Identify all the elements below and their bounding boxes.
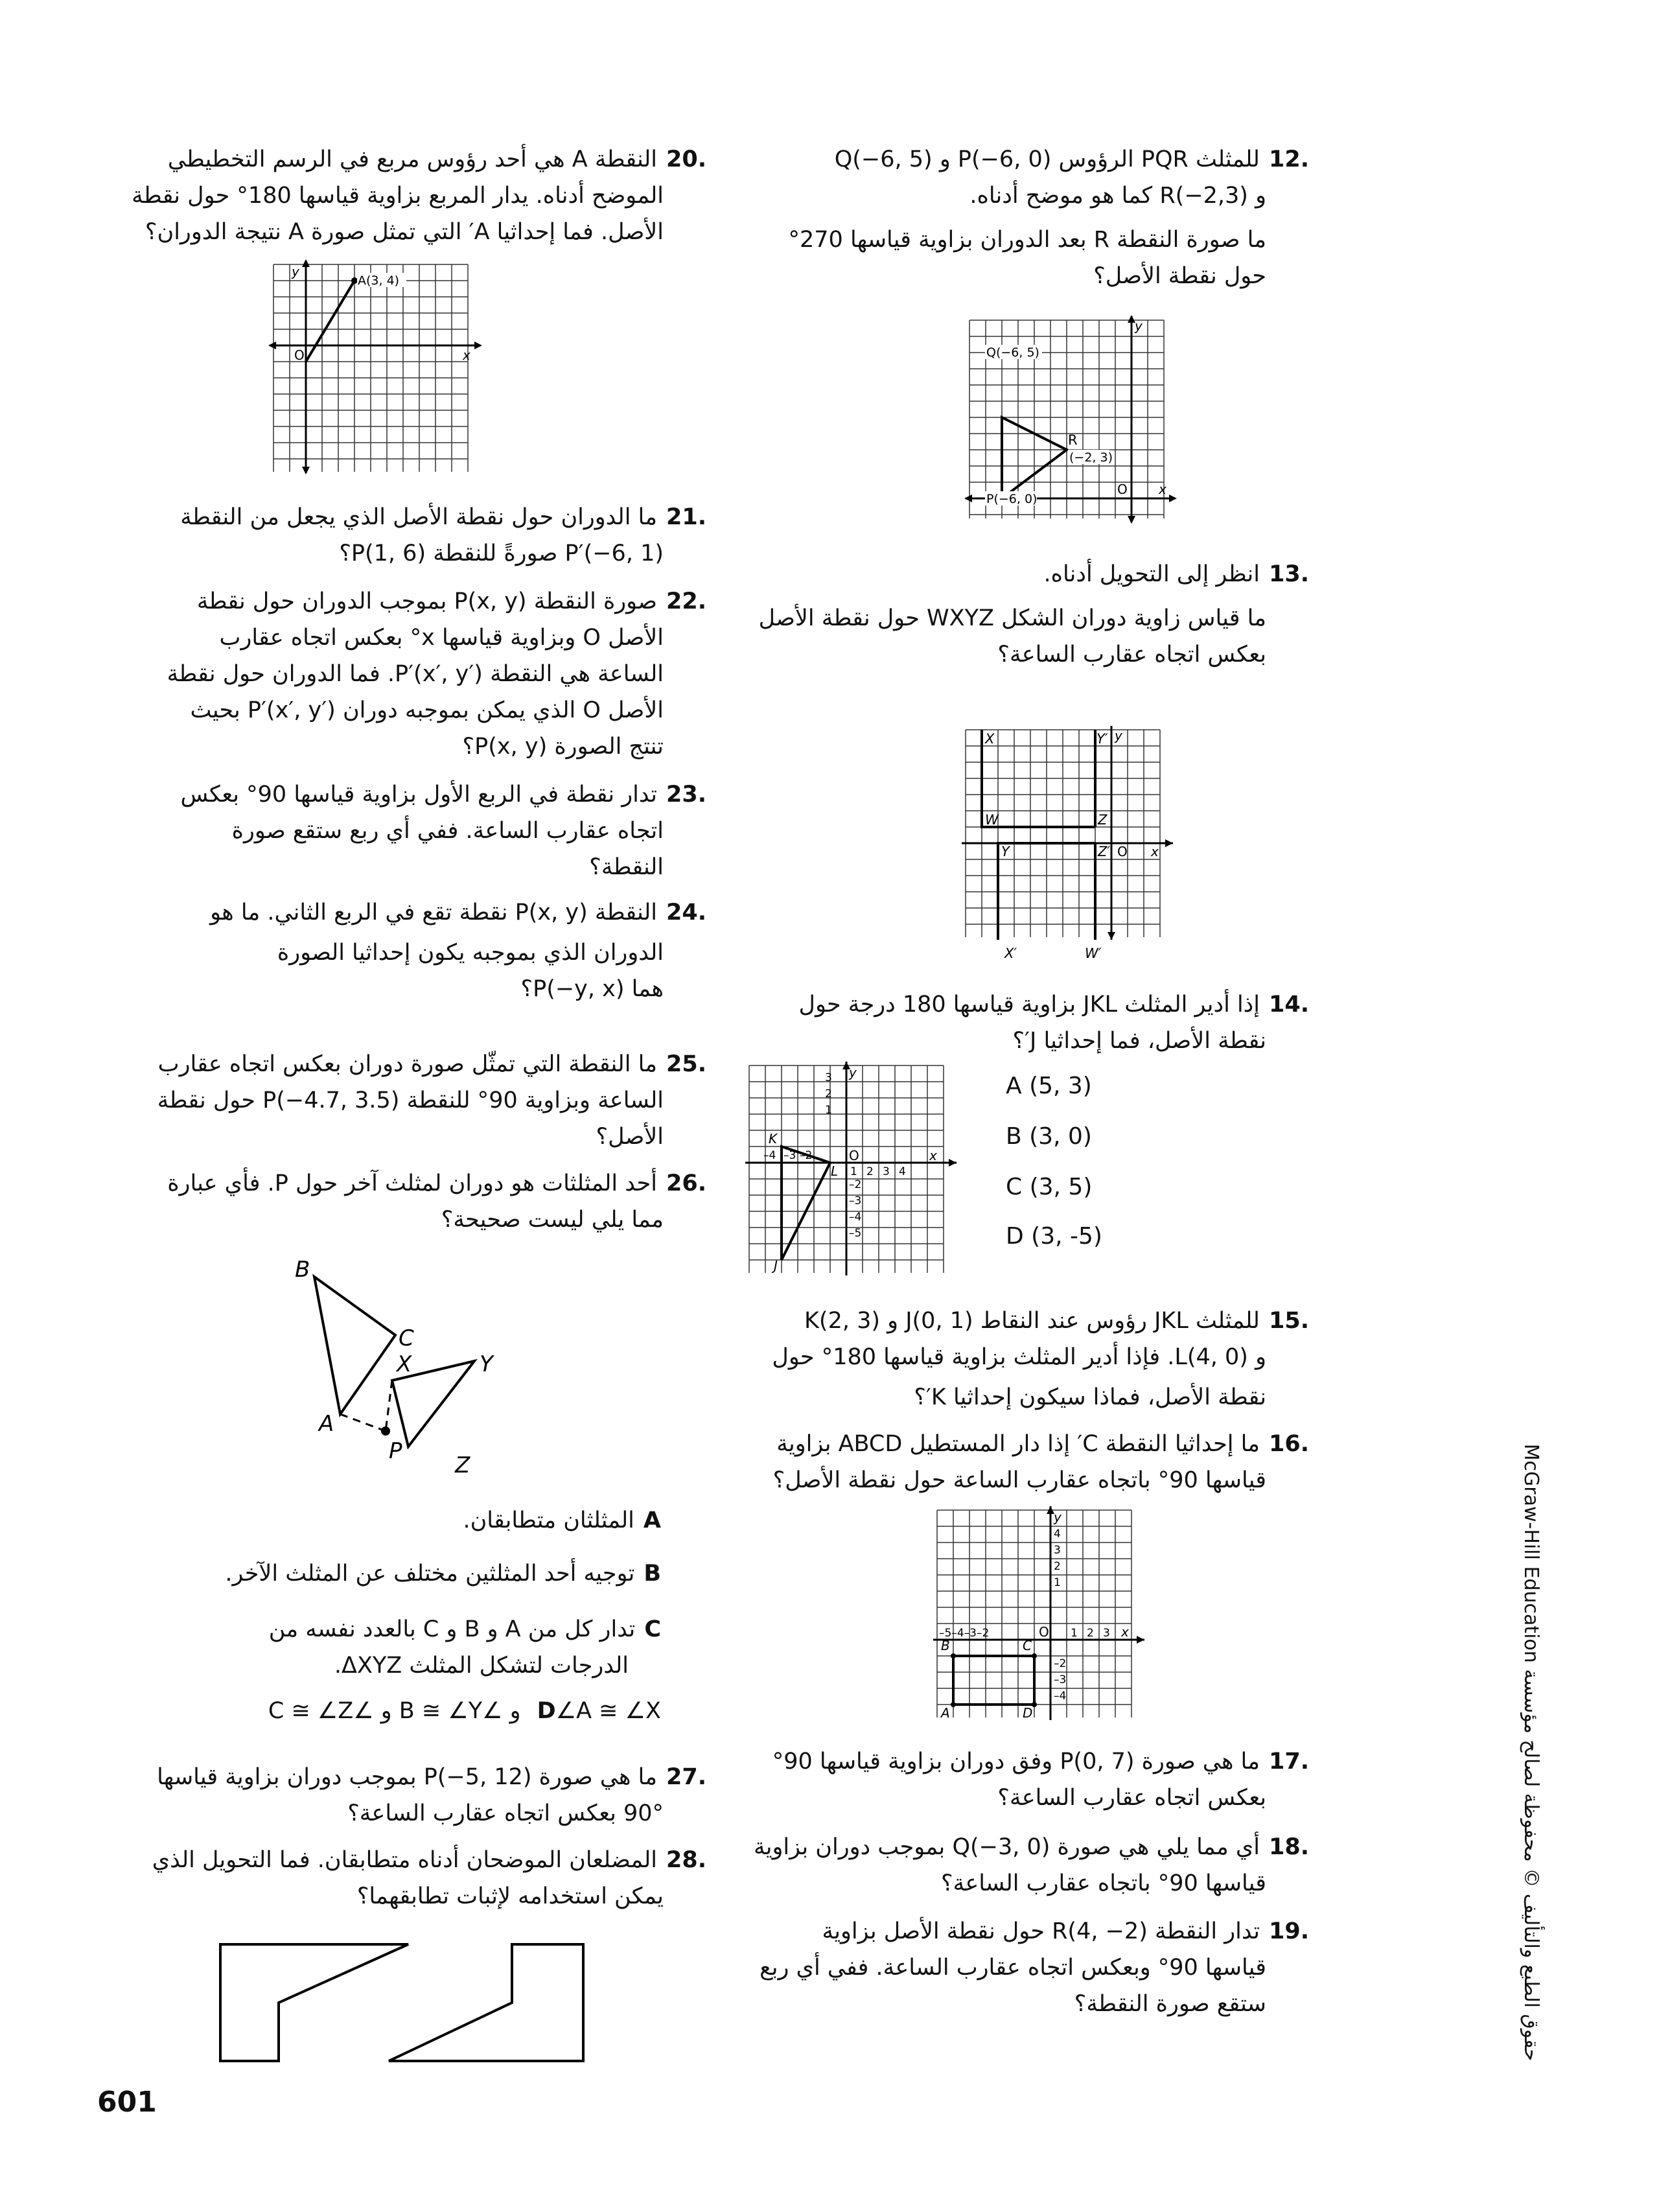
svg-text:1: 1 <box>1071 1627 1078 1640</box>
svg-text:O: O <box>1039 1624 1049 1640</box>
question-number: .22 <box>666 588 706 614</box>
q20-coordinate-graph <box>268 259 482 474</box>
page-number: 601 <box>97 2086 157 2119</box>
question-12: .12للمثلث PQR الرؤوس P(−6, 0) و Q(−6, 5) و R(−2,3) كما هو موضح أدناه. ما صورة النقطة R بعد الدوران بزاوية قياسها 270° حول نقطة الأصل؟ <box>788 146 1309 289</box>
q26-option-a[interactable]: Aالمثلثان متطابقان. <box>463 1508 661 1533</box>
svg-text:1: 1 <box>825 1104 832 1117</box>
question-number: .12 <box>1268 146 1309 172</box>
svg-text:B: B <box>941 1638 950 1653</box>
question-17: .17ما هي صورة P(0, 7) وفق دوران بزاوية قياسها 90° بعكس اتجاه عقارب الساعة؟ <box>772 1749 1309 1811</box>
svg-text:x: x <box>929 1148 937 1163</box>
question-20: .20النقطة A هي أحد رؤوس مربع في الرسم التخطيطي الموضح أدناه. يدار المربع بزاوية قياسها 180° حول نقطة الأصل. فما إحداثيا A′ التي تمثل صورة A نتيجة الدوران؟ <box>132 146 706 245</box>
svg-text:–2: –2 <box>849 1178 862 1191</box>
svg-text:3: 3 <box>883 1165 890 1178</box>
question-21: .21ما الدوران حول نقطة الأصل الذي يجعل من النقطة P′(−6, 1) صورةً للنقطة P(1, 6)؟ <box>180 504 706 566</box>
svg-text:–2: –2 <box>800 1149 813 1162</box>
question-number: .16 <box>1268 1431 1309 1457</box>
question-number: .14 <box>1268 992 1309 1018</box>
svg-text:–3: –3 <box>783 1149 796 1162</box>
question-number: .24 <box>666 900 706 926</box>
q12-coordinate-graph <box>964 315 1177 524</box>
question-16: .16ما إحداثيا النقطة C′ إذا دار المستطيل ABCD بزاوية قياسها 90° باتجاه عقارب الساعة حول نقطة الأصل؟ <box>772 1431 1309 1493</box>
question-number: .21 <box>666 504 706 530</box>
q14-option-c[interactable]: C (3, 5) <box>1006 1174 1093 1200</box>
svg-text:4: 4 <box>1054 1528 1061 1541</box>
svg-text:y: y <box>292 264 299 279</box>
svg-text:2: 2 <box>1054 1560 1061 1573</box>
question-18: .18أي مما يلي هي صورة Q(−3, 0) بموجب دوران بزاوية قياسها 90° باتجاه عقارب الساعة؟ <box>753 1834 1309 1896</box>
svg-text:3: 3 <box>1103 1627 1110 1640</box>
svg-text:–5–4–3–2: –5–4–3–2 <box>939 1627 990 1640</box>
q14-option-d[interactable]: D (3, -5) <box>1006 1223 1102 1250</box>
question-number: .23 <box>666 782 706 808</box>
svg-text:–4: –4 <box>1054 1690 1067 1703</box>
q14-coordinate-graph <box>745 1062 959 1278</box>
svg-text:x: x <box>1159 482 1166 497</box>
question-24: .24النقطة P(x, y) نقطة تقع في الربع الثاني. ما هو الدوران الذي بموجبه يكون إحداثيا الصورة هما P(−y, x)؟ <box>210 900 706 1002</box>
svg-text:R: R <box>1068 432 1078 448</box>
q14-option-a[interactable]: A (5, 3) <box>1006 1073 1092 1099</box>
svg-text:P(−6, 0): P(−6, 0) <box>986 492 1038 506</box>
question-22: .22صورة النقطة P(x, y) بموجب الدوران حول نقطة الأصل O وبزاوية قياسها x° بعكس اتجاه عقارب الساعة هي النقطة P′(x′, y′). فما الدوران حول نقطة الأصل O الذي يمكن بموجبه دوران P′(x′, y′) بحيث تنتج الصورة P(x, y)؟ <box>167 588 706 760</box>
svg-text:L: L <box>831 1163 839 1179</box>
svg-text:–5: –5 <box>849 1227 862 1240</box>
q26-triangle-figure <box>285 1257 570 1484</box>
svg-text:3: 3 <box>825 1071 832 1084</box>
q26-option-d[interactable]: D∠A ≅ ∠X و ∠B ≅ ∠Y و ∠C ≅ ∠Z <box>268 1698 661 1724</box>
svg-text:D: D <box>1023 1705 1033 1721</box>
svg-text:B: B <box>295 1257 310 1283</box>
question-23: .23تدار نقطة في الربع الأول بزاوية قياسها 90° بعكس اتجاه عقارب الساعة. ففي أي ربع ستقع صورة النقطة؟ <box>180 782 706 880</box>
question-number: .28 <box>666 1847 706 1873</box>
q16-coordinate-graph <box>933 1506 1147 1723</box>
copyright-side-text: حقوق الطبع والتأليف © محفوظة لصالح مؤسسة McGraw-Hill Education <box>1520 1443 1542 2061</box>
question-15: .15للمثلث JKL رؤوس عند النقاط J(0, 1) و K(2, 3) و L(4, 0). فإذا أدير المثلث بزاوية قياسها 180° حول نقطة الأصل، فماذا سيكون إحداثيا K′؟ <box>772 1308 1309 1410</box>
svg-text:2: 2 <box>825 1088 832 1100</box>
question-28: .28المضلعان الموضحان أدناه متطابقان. فما التحويل الذي يمكن استخدامه لإثبات تطابقهما؟ <box>152 1847 706 1909</box>
svg-text:–3: –3 <box>849 1194 862 1207</box>
question-19: .19تدار النقطة R(4, −2) حول نقطة الأصل بزاوية قياسها 90° وبعكس اتجاه عقارب الساعة. ففي أي ربع ستقع صورة النقطة؟ <box>760 1918 1309 2017</box>
svg-text:Y: Y <box>1001 844 1010 859</box>
svg-text:–4: –4 <box>763 1149 776 1162</box>
svg-text:3: 3 <box>1054 1544 1061 1557</box>
question-number: .15 <box>1268 1308 1309 1334</box>
svg-text:y: y <box>1054 1509 1062 1525</box>
svg-text:W′: W′ <box>1085 946 1102 961</box>
svg-text:O: O <box>849 1148 859 1163</box>
svg-text:P: P <box>389 1438 402 1464</box>
svg-text:K: K <box>769 1131 778 1147</box>
svg-text:O: O <box>294 347 305 363</box>
svg-text:C: C <box>1023 1638 1032 1653</box>
svg-text:Z: Z <box>455 1452 470 1478</box>
svg-text:x: x <box>1151 844 1159 859</box>
svg-text:y: y <box>1115 728 1122 743</box>
svg-text:1: 1 <box>1054 1576 1061 1589</box>
q26-option-b[interactable]: Bتوجيه أحد المثلثين مختلف عن المثلث الآخر. <box>225 1561 661 1587</box>
question-number: .18 <box>1268 1834 1309 1860</box>
question-number: .17 <box>1268 1749 1309 1775</box>
svg-text:Z′: Z′ <box>1098 844 1111 859</box>
question-25: .25ما النقطة التي تمثّل صورة دوران بعكس اتجاه عقارب الساعة وبزاوية 90° للنقطة P(−4.7, 3.5) حول نقطة الأصل؟ <box>157 1051 706 1150</box>
svg-text:y: y <box>1135 318 1143 334</box>
svg-text:–4: –4 <box>849 1211 862 1224</box>
question-number: .13 <box>1268 561 1309 587</box>
svg-text:A: A <box>319 1411 334 1437</box>
question-number: .26 <box>666 1170 706 1196</box>
svg-text:(−2, 3): (−2, 3) <box>1069 450 1113 465</box>
svg-text:C: C <box>399 1325 414 1351</box>
q28-congruent-polygons <box>207 1938 609 2067</box>
question-number: .20 <box>666 146 706 172</box>
svg-text:A(3, 4): A(3, 4) <box>358 274 400 288</box>
svg-text:–3: –3 <box>1054 1673 1067 1686</box>
svg-text:Y: Y <box>480 1351 493 1377</box>
svg-text:W: W <box>985 812 999 828</box>
svg-text:–2: –2 <box>1054 1657 1067 1670</box>
svg-text:2: 2 <box>1087 1627 1094 1640</box>
question-26: .26أحد المثلثات هو دوران لمثلث آخر حول P. فأي عبارة مما يلي ليست صحيحة؟ <box>167 1170 706 1233</box>
question-13: .13انظر إلى التحويل أدناه. ما قياس زاوية دوران الشكل WXYZ حول نقطة الأصل بعكس اتجاه عقارب الساعة؟ <box>758 561 1309 668</box>
svg-text:A: A <box>941 1705 950 1721</box>
svg-text:Y′: Y′ <box>1096 731 1108 747</box>
svg-text:1: 1 <box>850 1165 857 1178</box>
svg-text:O: O <box>1117 844 1128 859</box>
svg-text:x: x <box>463 347 470 363</box>
question-number: .27 <box>666 1764 706 1790</box>
question-number: .19 <box>1268 1918 1309 1944</box>
q26-option-c[interactable]: Cتدار كل من A و B و C بالعدد نفسه من الدرجات لتشكل المثلث ΔXYZ. <box>268 1616 661 1679</box>
svg-text:2: 2 <box>866 1165 874 1178</box>
svg-text:Q(−6, 5): Q(−6, 5) <box>986 345 1039 360</box>
svg-text:J: J <box>774 1258 778 1274</box>
q14-option-b[interactable]: B (3, 0) <box>1006 1123 1092 1150</box>
svg-text:x: x <box>1121 1624 1129 1640</box>
svg-text:Z: Z <box>1098 812 1108 828</box>
svg-text:X′: X′ <box>1004 946 1017 961</box>
svg-text:4: 4 <box>899 1165 906 1178</box>
svg-text:y: y <box>849 1065 857 1080</box>
question-number: .25 <box>666 1051 706 1077</box>
svg-text:X: X <box>985 731 995 747</box>
svg-text:X: X <box>397 1351 412 1377</box>
q13-coordinate-graph <box>962 726 1176 962</box>
svg-text:O: O <box>1117 482 1128 497</box>
question-27: .27ما هي صورة P(−5, 12) بموجب دوران بزاوية قياسها 90° بعكس اتجاه عقارب الساعة؟ <box>157 1764 706 1826</box>
question-14: .14إذا أدير المثلث JKL بزاوية قياسها 180 درجة حول نقطة الأصل، فما إحداثيا J′؟ <box>798 992 1309 1054</box>
